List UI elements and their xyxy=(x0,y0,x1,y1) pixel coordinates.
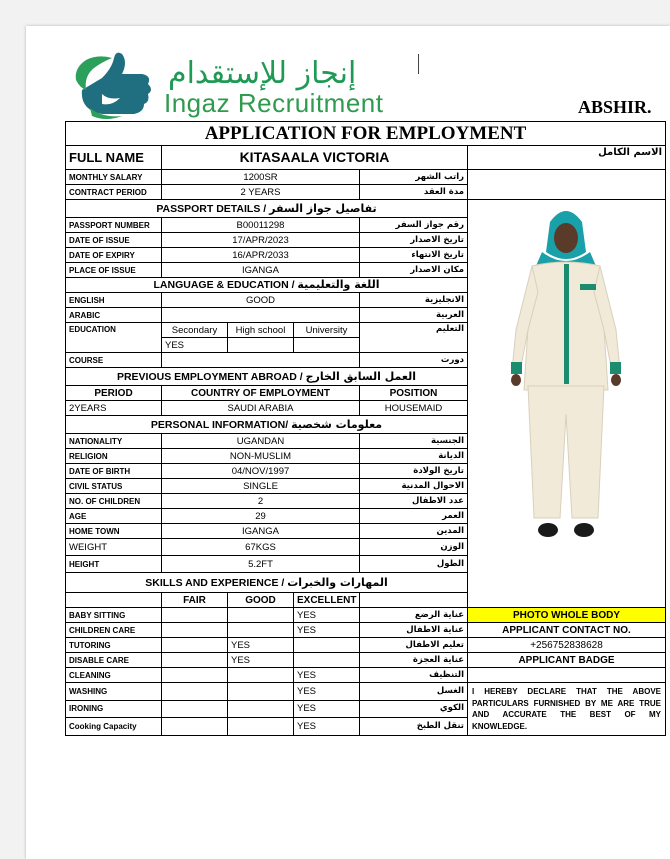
nationality-label: NATIONALITY xyxy=(66,434,162,449)
application-form xyxy=(65,121,666,736)
skill-fair xyxy=(162,653,228,668)
education-label-ar: التعليم xyxy=(360,323,468,353)
skill-excellent xyxy=(294,638,360,653)
skill-good xyxy=(228,683,294,701)
skill-good: YES xyxy=(228,638,294,653)
home-town-value: IGANGA xyxy=(162,524,360,539)
edu-secondary-value: YES xyxy=(162,338,228,353)
full-name-value: KITASAALA VICTORIA xyxy=(162,146,468,170)
date-of-issue-value: 17/APR/2023 xyxy=(162,233,360,248)
skill-label-ar: تعليم الاطفال xyxy=(360,638,468,653)
employment-position: HOUSEMAID xyxy=(360,401,468,416)
skills-blank-header xyxy=(66,593,162,608)
logo-english-text: Ingaz Recruitment xyxy=(164,88,384,118)
course-label: COURSE xyxy=(66,353,162,368)
skill-fair xyxy=(162,718,228,736)
children-label: NO. OF CHILDREN xyxy=(66,494,162,509)
height-label: HEIGHT xyxy=(66,556,162,573)
height-value: 5.2FT xyxy=(162,556,360,573)
skill-excellent xyxy=(294,653,360,668)
edu-university-header: University xyxy=(294,323,360,338)
skill-good: YES xyxy=(228,653,294,668)
skill-good xyxy=(228,608,294,623)
country-header: COUNTRY OF EMPLOYMENT xyxy=(162,386,360,401)
skills-section-title: SKILLS AND EXPERIENCE / xyxy=(145,576,285,589)
skill-label: WASHING xyxy=(66,683,162,701)
photo-whole-body-label: PHOTO WHOLE BODY xyxy=(468,608,666,623)
skill-excellent: YES xyxy=(294,700,360,718)
passport-number-label-ar: رقم جواز السفر xyxy=(360,218,468,233)
edu-university-value xyxy=(294,338,360,353)
contract-period-label: CONTRACT PERIOD xyxy=(66,185,162,200)
language-section-header xyxy=(66,278,468,293)
date-of-expiry-value: 16/APR/2033 xyxy=(162,248,360,263)
religion-label-ar: الديانة xyxy=(360,449,468,464)
language-section-title-ar: اللغة والتعليمية xyxy=(297,278,380,291)
full-name-label-ar: الاسم الكامل xyxy=(468,146,666,170)
skill-fair xyxy=(162,608,228,623)
passport-section-title: PASSPORT DETAILS / xyxy=(156,202,267,215)
age-value: 29 xyxy=(162,509,360,524)
contract-period-value: 2 YEARS xyxy=(162,185,360,200)
weight-label-ar: الوزن xyxy=(360,539,468,556)
skills-blank-header-ar xyxy=(360,593,468,608)
date-of-birth-value: 04/NOV/1997 xyxy=(162,464,360,479)
skill-good xyxy=(228,668,294,683)
previous-employment-section-header xyxy=(66,368,468,386)
previous-employment-title: PREVIOUS EMPLOYMENT ABROAD / xyxy=(116,370,303,383)
applicant-contact-label: APPLICANT CONTACT NO. xyxy=(468,623,666,638)
skill-fair xyxy=(162,683,228,701)
civil-status-label-ar: الاحوال المدنية xyxy=(360,479,468,494)
personal-information-title-ar: معلومات شخصية xyxy=(291,417,383,431)
previous-employment-title-ar: العمل السابق الخارج xyxy=(305,369,417,383)
nationality-value: UGANDAN xyxy=(162,434,360,449)
weight-value: 67KGS xyxy=(162,539,360,556)
english-value: GOOD xyxy=(162,293,360,308)
place-of-issue-value: IGANGA xyxy=(162,263,360,278)
skill-excellent: YES xyxy=(294,608,360,623)
arabic-label-ar: العربية xyxy=(360,308,468,323)
english-label: ENGLISH xyxy=(66,293,162,308)
employment-period: 2YEARS xyxy=(66,401,162,416)
thumbs-up-logo-icon xyxy=(72,50,162,120)
skill-excellent: YES xyxy=(294,623,360,638)
date-of-expiry-label-ar: تاريخ الانتهاء xyxy=(360,248,468,263)
skill-fair xyxy=(162,623,228,638)
civil-status-value: SINGLE xyxy=(162,479,360,494)
religion-value: NON-MUSLIM xyxy=(162,449,360,464)
form-title: APPLICATION FOR EMPLOYMENT xyxy=(66,122,666,146)
height-label-ar: الطول xyxy=(360,556,468,573)
fair-header: FAIR xyxy=(162,593,228,608)
skill-label-ar: التنظيف xyxy=(360,668,468,683)
good-header: GOOD xyxy=(228,593,294,608)
skill-label-ar: تنقل الطبخ xyxy=(360,718,468,736)
date-of-birth-label: DATE OF BIRTH xyxy=(66,464,162,479)
skill-fair xyxy=(162,638,228,653)
monthly-salary-label-ar: راتب الشهر xyxy=(360,170,468,185)
arabic-label: ARABIC xyxy=(66,308,162,323)
edu-high-school-value xyxy=(228,338,294,353)
skill-excellent: YES xyxy=(294,668,360,683)
monthly-salary-value: 1200SR xyxy=(162,170,360,185)
applicant-badge-label: APPLICANT BADGE xyxy=(468,653,666,668)
skill-label: Cooking Capacity xyxy=(66,718,162,736)
declaration-text: I HEREBY DECLARE THAT THE ABOVE PARTICULARS FURNISHED BY ME ARE TRUE AND ACCURATE THE BEST OF MY KNOWLEDGE. xyxy=(468,683,666,736)
age-label-ar: العمر xyxy=(360,509,468,524)
skill-excellent: YES xyxy=(294,718,360,736)
passport-number-label: PASSPORT NUMBER xyxy=(66,218,162,233)
course-label-ar: دورت xyxy=(360,353,468,368)
language-section-title: LANGUAGE & EDUCATION / xyxy=(153,279,295,291)
skills-section-title-ar: المهارات والخبرات xyxy=(287,575,388,589)
applicant-photo xyxy=(468,200,666,608)
applicant-badge-value xyxy=(468,668,666,683)
skill-label-ar: الغسل xyxy=(360,683,468,701)
skill-label-ar: عناية الرضع xyxy=(360,608,468,623)
passport-section-header xyxy=(66,200,468,218)
excellent-header: EXCELLENT xyxy=(294,593,360,608)
skill-good xyxy=(228,718,294,736)
applicant-full-body-photo xyxy=(468,200,664,550)
skill-good xyxy=(228,623,294,638)
skill-fair xyxy=(162,700,228,718)
position-header: POSITION xyxy=(360,386,468,401)
employment-country: SAUDI ARABIA xyxy=(162,401,360,416)
date-of-issue-label-ar: تاريخ الاصدار xyxy=(360,233,468,248)
date-of-expiry-label: DATE OF EXPIRY xyxy=(66,248,162,263)
agency-name: ABSHIR. xyxy=(578,97,652,117)
home-town-label: HOME TOWN xyxy=(66,524,162,539)
passport-number-value: B00011298 xyxy=(162,218,360,233)
civil-status-label: CIVIL STATUS xyxy=(66,479,162,494)
skill-excellent: YES xyxy=(294,683,360,701)
weight-label: WEIGHT xyxy=(66,539,162,556)
skill-label-ar: عناية الاطفال xyxy=(360,623,468,638)
applicant-contact-value: +256752838628 xyxy=(468,638,666,653)
children-label-ar: عدد الاطفال xyxy=(360,494,468,509)
skill-label-ar: عناية العجزة xyxy=(360,653,468,668)
skill-label: TUTORING xyxy=(66,638,162,653)
skill-label: BABY SITTING xyxy=(66,608,162,623)
personal-information-title: PERSONAL INFORMATION/ xyxy=(150,418,289,431)
home-town-label-ar: المدين xyxy=(360,524,468,539)
english-label-ar: الانجليزية xyxy=(360,293,468,308)
skill-fair xyxy=(162,668,228,683)
edu-high-school-header: High school xyxy=(228,323,294,338)
skill-label: DISABLE CARE xyxy=(66,653,162,668)
company-logo xyxy=(72,50,422,120)
skills-section-header xyxy=(66,573,468,593)
skill-label: IRONING xyxy=(66,700,162,718)
course-value xyxy=(162,353,360,368)
age-label: AGE xyxy=(66,509,162,524)
nationality-label-ar: الجنسية xyxy=(360,434,468,449)
logo-arabic-text: إنجاز للإستقدام xyxy=(168,56,357,91)
skill-label-ar: الكوي xyxy=(360,700,468,718)
place-of-issue-label-ar: مكان الاصدار xyxy=(360,263,468,278)
full-name-label: FULL NAME xyxy=(66,146,162,170)
date-of-issue-label: DATE OF ISSUE xyxy=(66,233,162,248)
children-value: 2 xyxy=(162,494,360,509)
education-label: EDUCATION xyxy=(66,323,162,353)
skill-good xyxy=(228,700,294,718)
period-header: PERIOD xyxy=(66,386,162,401)
contract-period-label-ar: مدة العقد xyxy=(360,185,468,200)
monthly-salary-label: MONTHLY SALARY xyxy=(66,170,162,185)
personal-information-section-header xyxy=(66,416,468,434)
place-of-issue-label: PLACE OF ISSUE xyxy=(66,263,162,278)
skill-label: CHILDREN CARE xyxy=(66,623,162,638)
skill-label: CLEANING xyxy=(66,668,162,683)
passport-section-title-ar: تفاصيل جواز السفر xyxy=(269,201,377,215)
date-of-birth-label-ar: تاريخ الولادة xyxy=(360,464,468,479)
blank-cell xyxy=(468,170,666,200)
arabic-value xyxy=(162,308,360,323)
religion-label: RELIGION xyxy=(66,449,162,464)
edu-secondary-header: Secondary xyxy=(162,323,228,338)
logo-divider xyxy=(418,54,419,74)
